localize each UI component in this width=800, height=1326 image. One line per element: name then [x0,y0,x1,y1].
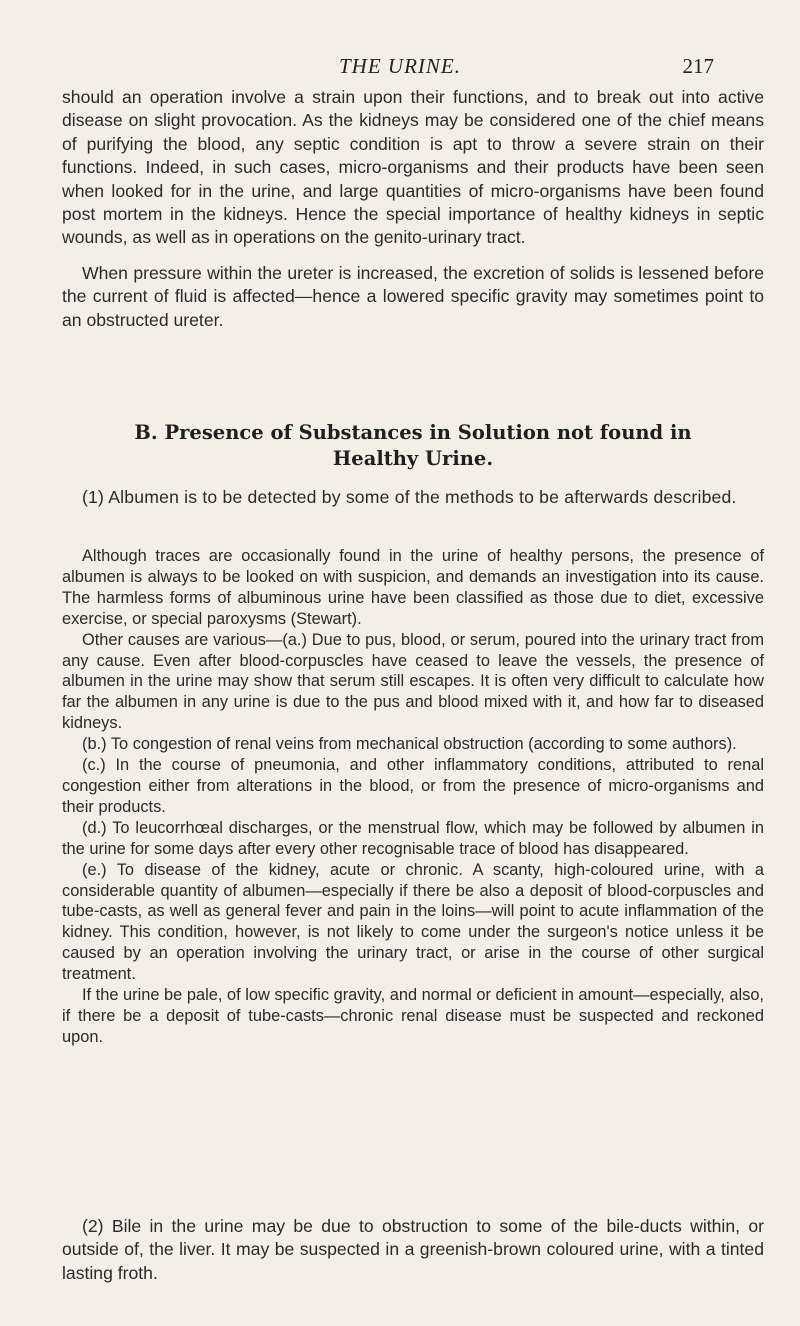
albumen-paragraph: If the urine be pale, of low specific gravity, and normal or deficient in amount—especially, also, if there be a deposit of tube-casts—chronic renal disease must be suspected and reckoned upon. [62,986,764,1046]
albumen-paragraph: Although traces are occasionally found in the urine of healthy persons, the presence of albumen is always to be looked on with suspicion, and demands an investigation into its cause. The harmless forms of albuminous urine have been classified as those due to diet, excessive exercise, or special paroxysms (Stewart). [62,547,764,628]
section-b-heading-line-2: Healthy Urine. [332,447,494,470]
albumen-paragraph: (e.) To disease of the kidney, acute or chronic. A scanty, high-coloured urine, with a considerable quantity of albumen—especially if there be also a deposit of blood-corpuscles and tube-casts, as well as general fever and pain in the loins—will point to acute inflammation of the kidney. This condition, however, is not likely to come under the surgeon's notice unless it be caused by an operation involving the urinary tract, or arise in the course of other surgical treatment. [62,860,764,984]
running-title: THE URINE. [339,54,461,78]
intro-paragraph-2: When pressure within the ureter is increased, the excretion of solids is lessened before the current of fluid is affected—hence a lowered specific gravity may sometimes point to an obstructed ureter. [62,262,764,330]
albumen-paragraph: (d.) To leucorrhœal discharges, or the menstrual flow, which may be followed by albumen in the urine for some days after every other recognisable trace of blood has disappeared. [62,818,764,858]
albumen-paragraph: (b.) To congestion of renal veins from mechanical obstruction (according to some authors). [82,735,737,754]
section-b-heading-line-1: B. Presence of Substances in Solution not found in [134,421,692,444]
albumen-paragraph: (c.) In the course of pneumonia, and other inflammatory conditions, attributed to renal congestion either from alterations in the blood, or from the presence of micro-organisms and their products. [62,756,764,816]
page-header [0,54,800,82]
bile-paragraph: (2) Bile in the urine may be due to obstruction to some of the bile-ducts within, or outside of, the liver. It may be suspected in a greenish-brown coloured urine, with a tinted lasting froth. [62,1216,764,1283]
albumen-paragraph: Other causes are various—(a.) Due to pus, blood, or serum, poured into the urinary tract from any cause. Even after blood-corpuscles have ceased to leave the vessels, the presence of albumen in the urine may show that serum still escapes. It is often very difficult to calculate how far the albumen in any urine is due to the pus and blood mixed with it, and how far to diseased kidneys. [62,630,764,733]
section-b-heading [60,420,766,472]
page-number: 217 [682,54,714,78]
albumen-body [62,546,764,1048]
intro-block [62,86,764,332]
albumen-heading-block [62,486,764,509]
bile-block [62,1215,764,1285]
albumen-heading-paragraph: (1) Albumen is to be detected by some of the methods to be afterwards described. [82,487,737,507]
intro-paragraph-1: should an operation involve a strain upon their functions, and to break out into active disease on slight provocation. As the kidneys may be considered one of the chief means of purifying the blood, any septic condition is apt to throw a severe strain on their functions. Indeed, in such cases, micro-organisms and their products have been seen when looked for in the urine, and large quantities of micro-organisms have been found post mortem in the kidneys. Hence the special importance of healthy kidneys in septic wounds, as well as in operations on the genito-urinary tract. [62,87,764,248]
